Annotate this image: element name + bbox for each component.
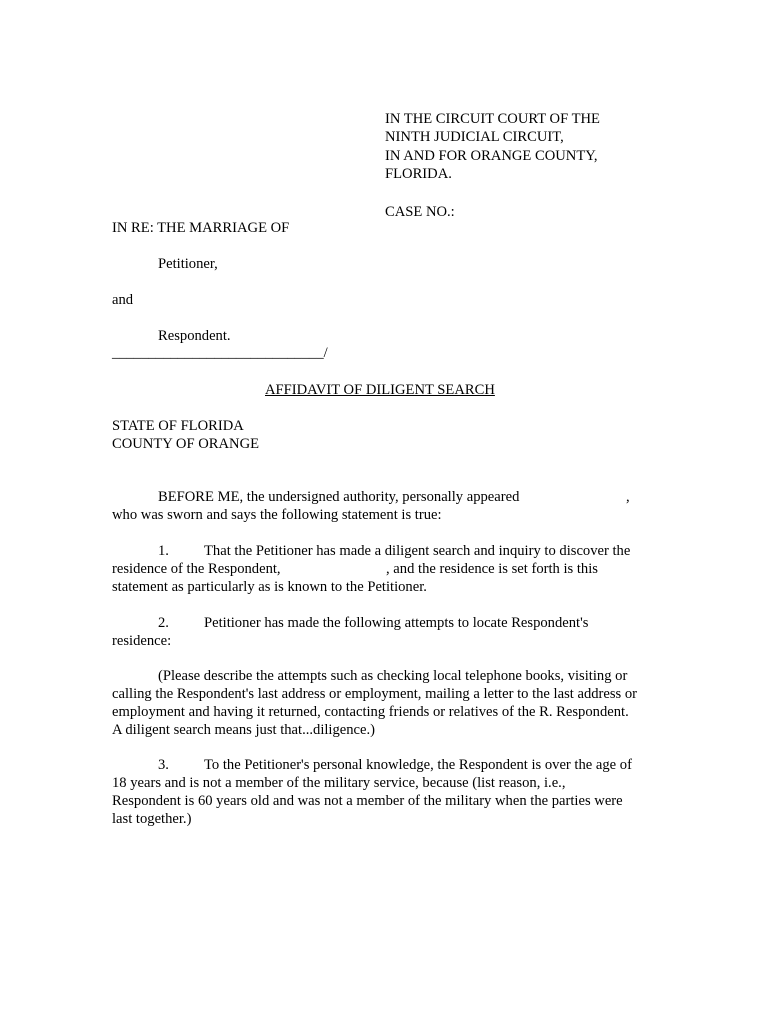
in-re-heading: IN RE: THE MARRIAGE OF bbox=[112, 220, 290, 236]
venue-county: COUNTY OF ORANGE bbox=[112, 436, 260, 453]
court-caption-line: IN AND FOR ORANGE COUNTY, bbox=[385, 147, 598, 164]
intro-line-1: BEFORE ME, the undersigned authority, personally appeared bbox=[158, 489, 520, 505]
paragraph-1-number: 1. bbox=[158, 543, 169, 559]
respondent-label: Respondent. bbox=[158, 328, 231, 344]
intro-line-2: who was sworn and says the following statement is true: bbox=[112, 507, 442, 523]
paragraph-1-line-1: That the Petitioner has made a diligent search and inquiry to discover the bbox=[204, 543, 631, 559]
petitioner-label: Petitioner, bbox=[158, 256, 218, 272]
instructions-line-4: A diligent search means just that...diligence.) bbox=[112, 722, 376, 738]
instructions-line-1: (Please describe the attempts such as checking local telephone books, visiting or bbox=[158, 668, 628, 684]
paragraph-1-line-2a: residence of the Respondent, bbox=[112, 561, 281, 577]
paragraph-1-line-3: statement as particularly as is known to the Petitioner. bbox=[112, 579, 427, 595]
court-caption-line: IN THE CIRCUIT COURT OF THE bbox=[385, 111, 600, 127]
paragraph-2-line-1: Petitioner has made the following attempts to locate Respondent's bbox=[204, 615, 589, 631]
paragraph-2-number: 2. bbox=[158, 615, 169, 631]
venue-state: STATE OF FLORIDA bbox=[112, 418, 244, 434]
paragraph-3-line-2: 18 years and is not a member of the military service, because (list reason, i.e., bbox=[112, 775, 566, 791]
signature-line: _____________________________/ bbox=[112, 345, 328, 361]
paragraph-3-line-1: To the Petitioner's personal knowledge, the Respondent is over the age of bbox=[204, 757, 632, 773]
paragraph-1-line-2b: , and the residence is set forth is this bbox=[386, 561, 598, 577]
court-caption bbox=[385, 110, 600, 184]
instructions-line-3: employment and having it returned, contacting friends or relatives of the R. Respondent. bbox=[112, 704, 629, 720]
case-number-label: CASE NO.: bbox=[385, 204, 455, 220]
paragraph-2-line-2: residence: bbox=[112, 633, 172, 649]
court-caption-line: FLORIDA. bbox=[385, 166, 452, 183]
document-title: AFFIDAVIT OF DILIGENT SEARCH bbox=[265, 382, 495, 398]
court-caption-line: NINTH JUDICIAL CIRCUIT, bbox=[385, 129, 564, 146]
venue-block bbox=[112, 417, 259, 454]
instructions-line-2: calling the Respondent's last address or employment, mailing a letter to the last address or bbox=[112, 686, 638, 702]
paragraph-3-number: 3. bbox=[158, 757, 169, 773]
paragraph-3-line-4: last together.) bbox=[112, 811, 192, 827]
intro-comma: , bbox=[626, 489, 630, 505]
paragraph-3-line-3: Respondent is 60 years old and was not a member of the military when the parties were bbox=[112, 793, 623, 809]
and-label: and bbox=[112, 292, 134, 308]
